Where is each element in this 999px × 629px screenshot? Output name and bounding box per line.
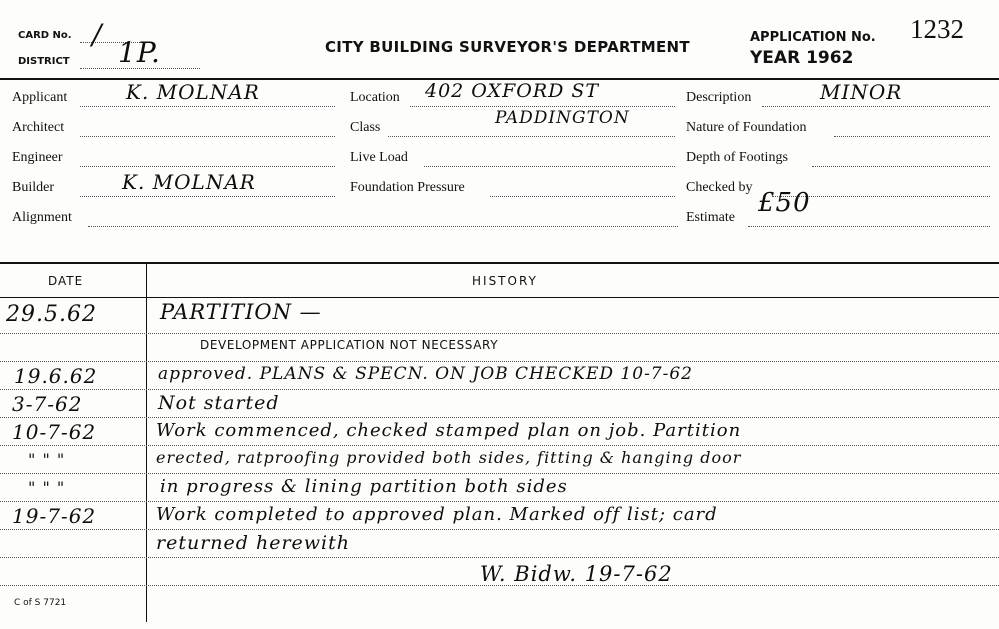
live-load-label: Live Load [350, 150, 408, 165]
history-entry: approved. PLANS & SPECN. ON JOB CHECKED 10-7-62 [158, 364, 694, 384]
class-value: PADDINGTON [495, 108, 630, 128]
card-no-value: / [92, 18, 103, 51]
depth-of-footings-label: Depth of Footings [686, 150, 788, 165]
form-code: C of S 7721 [14, 598, 67, 608]
application-number: 1232 [910, 14, 964, 44]
history-entry: erected, ratproofing provided both sides, fitting & hanging door [156, 448, 742, 467]
engineer-line [80, 166, 335, 167]
description-value: MINOR [820, 80, 903, 104]
date-column-divider [146, 262, 147, 622]
district-label: DISTRICT [18, 56, 70, 67]
description-label: Description [686, 90, 752, 105]
builder-value: K. MOLNAR [122, 170, 256, 194]
history-date: 19.6.62 [14, 364, 98, 388]
depth-of-footings-line [812, 166, 990, 167]
history-header: HISTORY [472, 274, 538, 288]
alignment-line [88, 226, 678, 227]
live-load-line [424, 166, 675, 167]
history-entry: DEVELOPMENT APPLICATION NOT NECESSARY [200, 338, 499, 352]
history-entry: Not started [158, 392, 280, 414]
checked-by-label: Checked by [686, 180, 753, 195]
architect-line [80, 136, 335, 137]
applicant-value: K. MOLNAR [126, 80, 260, 104]
application-label: APPLICATION No. [750, 30, 876, 45]
history-entry: PARTITION — [160, 300, 322, 324]
location-value: 402 OXFORD ST [425, 80, 600, 102]
builder-label: Builder [12, 180, 54, 195]
nature-of-foundation-line [834, 136, 990, 137]
row-line [0, 445, 999, 446]
location-line [410, 106, 675, 107]
district-value: 1P. [118, 36, 161, 69]
estimate-line [748, 226, 990, 227]
history-entry: returned herewith [156, 532, 350, 554]
history-entry: Work completed to approved plan. Marked off list; card [156, 504, 718, 525]
nature-of-foundation-label: Nature of Foundation [686, 120, 807, 135]
card-no-label: CARD No. [18, 30, 72, 41]
row-line [0, 557, 999, 558]
department-title: CITY BUILDING SURVEYOR'S DEPARTMENT [325, 38, 690, 56]
engineer-label: Engineer [12, 150, 63, 165]
history-signature: W. Bidw. 19-7-62 [480, 562, 673, 586]
history-entry: in progress & lining partition both sides [160, 476, 568, 497]
year-label: YEAR 1962 [750, 48, 854, 68]
date-header: DATE [48, 274, 84, 288]
history-header-rule [0, 297, 999, 298]
row-line [0, 417, 999, 418]
estimate-value: £50 [758, 188, 811, 218]
history-date: 19-7-62 [12, 504, 97, 528]
row-line [0, 529, 999, 530]
row-line [0, 333, 999, 334]
row-line [0, 361, 999, 362]
foundation-pressure-label: Foundation Pressure [350, 180, 465, 195]
applicant-label: Applicant [12, 90, 68, 105]
foundation-pressure-line [490, 196, 675, 197]
row-line [0, 501, 999, 502]
location-label: Location [350, 90, 400, 105]
estimate-label: Estimate [686, 210, 735, 225]
row-line [0, 389, 999, 390]
history-date: " " " [28, 450, 66, 469]
class-line [388, 136, 675, 137]
row-line [0, 473, 999, 474]
history-date: 10-7-62 [12, 420, 97, 444]
history-top-rule [0, 262, 999, 264]
applicant-line [80, 106, 335, 107]
description-line [762, 106, 990, 107]
builder-line [80, 196, 335, 197]
architect-label: Architect [12, 120, 65, 135]
alignment-label: Alignment [12, 210, 72, 225]
history-date: " " " [28, 478, 66, 497]
history-date: 29.5.62 [6, 302, 97, 327]
class-label: Class [350, 120, 381, 135]
history-entry: Work commenced, checked stamped plan on job. Partition [156, 420, 742, 441]
history-date: 3-7-62 [12, 392, 83, 416]
